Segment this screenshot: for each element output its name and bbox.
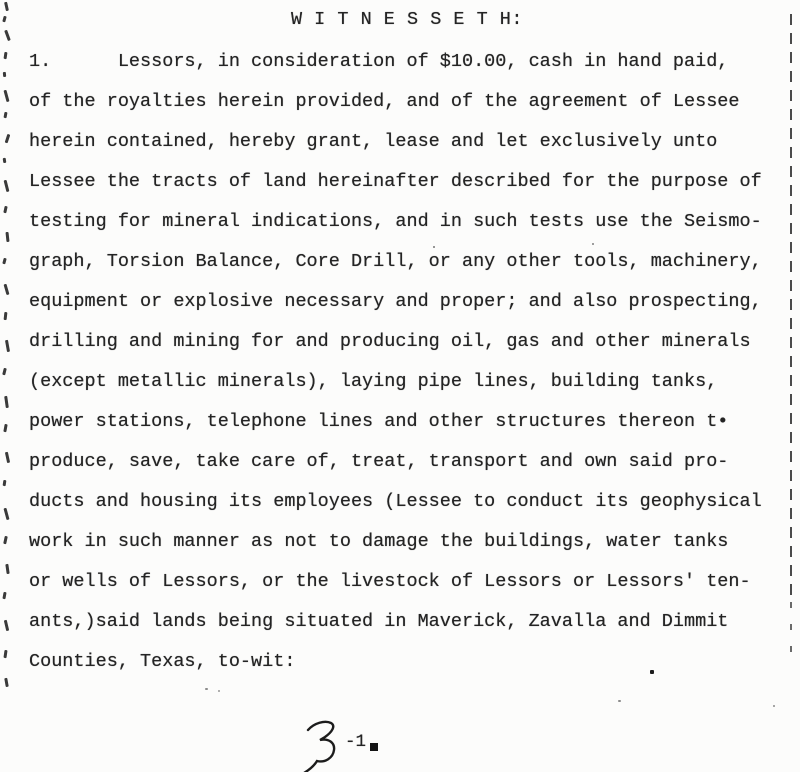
document-title: W I T N E S S E T H:: [290, 9, 524, 30]
scan-edge-mark: [5, 564, 9, 574]
text-line: herein contained, hereby grant, lease and let exclusively unto: [29, 131, 718, 152]
scan-edge-mark: [4, 312, 7, 320]
scan-edge-mark: [4, 678, 8, 687]
scan-edge-mark: [3, 72, 6, 77]
scan-edge-mark: [4, 396, 8, 408]
text-line: equipment or explosive necessary and proper; and also prospecting,: [29, 291, 762, 312]
scan-edge-mark: [5, 232, 9, 242]
scan-edge-mark: [3, 206, 7, 213]
text-line: Lessee the tracts of land hereinafter described for the purpose of: [29, 171, 762, 192]
text-line: or wells of Lessors, or the livestock of Lessors or Lessors' ten-: [29, 571, 751, 592]
text-line: graph, Torsion Balance, Core Drill, or any other tools, machinery,: [29, 251, 762, 272]
handwritten-page-number: [301, 718, 341, 772]
scan-edge-mark: [4, 52, 7, 59]
ink-speck: [433, 246, 435, 248]
scan-edge-mark: [4, 30, 10, 41]
text-line: ants,)said lands being situated in Maverick, Zavalla and Dimmit: [29, 611, 729, 632]
scan-edge-mark: [2, 368, 6, 375]
scan-edge-mark: [3, 112, 7, 118]
ink-speck: [205, 688, 208, 690]
scan-edge-mark: [5, 340, 10, 352]
text-line: (except metallic minerals), laying pipe lines, building tanks,: [29, 371, 718, 392]
scan-edge-mark: [3, 650, 7, 658]
page-footer: [301, 710, 421, 772]
ink-speck: [773, 705, 775, 707]
scan-edge-mark: [4, 180, 9, 192]
scan-edge-mark: [4, 620, 9, 631]
scan-edge-mark: [5, 452, 10, 463]
scan-edge-dashed-line-right-lower: [790, 602, 792, 668]
text-line: Counties, Texas, to-wit:: [29, 651, 296, 672]
typed-page-number: -1: [345, 732, 367, 752]
text-line: drilling and mining for and producing oil, gas and other minerals: [29, 331, 751, 352]
ink-speck: [618, 700, 621, 702]
scan-edge-mark: [3, 536, 7, 544]
text-line: work in such manner as not to damage the buildings, water tanks: [29, 531, 729, 552]
ink-speck: [650, 670, 654, 674]
ink-speck: [592, 243, 594, 245]
text-line: produce, save, take care of, treat, transport and own said pro-: [29, 451, 729, 472]
scan-edge-mark: [2, 258, 6, 264]
scan-edge-mark: [3, 158, 6, 163]
scan-edge-mark: [5, 134, 10, 143]
scan-edge-mark: [3, 480, 6, 486]
text-line: power stations, telephone lines and other structures thereon t•: [29, 411, 729, 432]
text-line: ducts and housing its employees (Lessee to conduct its geophysical: [29, 491, 762, 512]
text-line: of the royalties herein provided, and of the agreement of Lessee: [29, 91, 740, 112]
scan-edge-mark: [4, 284, 9, 295]
scan-edge-mark: [3, 508, 9, 520]
scan-edge-mark: [3, 424, 7, 432]
text-line: 1. Lessors, in consideration of $10.00, cash in hand paid,: [29, 51, 729, 72]
scan-edge-mark: [2, 592, 6, 599]
text-line: testing for mineral indications, and in such tests use the Seismo-: [29, 211, 762, 232]
scan-edge-artifacts-left: [0, 0, 18, 772]
ink-blob-period: [370, 743, 378, 751]
ink-speck: [218, 690, 220, 692]
document-body: [29, 42, 782, 682]
scan-edge-dashed-line-right: [790, 14, 793, 596]
scan-edge-mark: [3, 90, 9, 102]
